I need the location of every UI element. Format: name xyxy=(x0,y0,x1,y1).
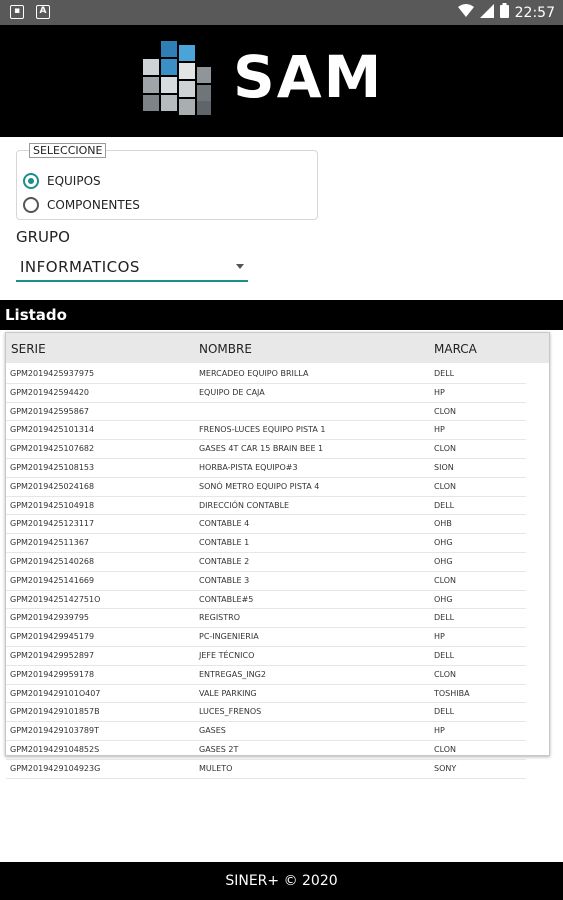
table-row[interactable] xyxy=(6,421,526,440)
table-row[interactable] xyxy=(6,478,526,497)
cell-nombre: LUCES_FRENOS xyxy=(199,707,262,717)
cell-marca: DELL xyxy=(434,650,455,660)
table-row[interactable] xyxy=(6,666,526,685)
table-body xyxy=(6,365,526,779)
table-row[interactable] xyxy=(6,591,526,610)
grupo-label: GRUPO xyxy=(16,228,70,246)
table-row[interactable] xyxy=(6,497,526,516)
cell-nombre: CONTABLE 4 xyxy=(199,519,250,529)
table-row[interactable] xyxy=(6,628,526,647)
cell-nombre: CONTABLE 1 xyxy=(199,538,250,548)
radio-label-componentes: COMPONENTES xyxy=(47,198,140,212)
cell-marca: TOSHIBA xyxy=(434,688,470,698)
cell-marca: CLON xyxy=(434,406,457,416)
cell-serie: GPM2019425140268 xyxy=(10,556,95,566)
cell-nombre: GASES 4T CAR 15 BRAIN BEE 1 xyxy=(199,444,324,454)
cell-nombre: ENTREGAS_ING2 xyxy=(199,669,266,679)
cell-serie: GPM2019425107682 xyxy=(10,444,95,454)
cell-marca: DELL xyxy=(434,613,455,623)
cell-serie: GPM2019429103789T xyxy=(10,726,99,736)
table-row[interactable] xyxy=(6,459,526,478)
cell-marca: DELL xyxy=(434,707,455,717)
cell-serie: GPM2019429104923G xyxy=(10,763,101,773)
cell-serie: GPM2019425142751O xyxy=(10,594,101,604)
table-row[interactable] xyxy=(6,440,526,459)
cell-nombre: GASES 2T xyxy=(199,744,239,754)
cell-serie: GPM2019429945179 xyxy=(10,632,95,642)
column-header-serie: SERIE xyxy=(11,342,46,356)
cell-nombre: CONTABLE 2 xyxy=(199,556,250,566)
cell-marca: CLON xyxy=(434,669,457,679)
table-row[interactable] xyxy=(6,741,526,760)
cell-nombre: EQUIPO DE CAJA xyxy=(199,387,265,397)
cell-serie: GPM201942511367 xyxy=(10,538,90,548)
signal-icon xyxy=(480,4,494,22)
table-row[interactable] xyxy=(6,572,526,591)
cell-serie: GPM201942595867 xyxy=(10,406,90,416)
cell-marca: CLON xyxy=(434,575,457,585)
table-row[interactable] xyxy=(6,403,526,422)
notification-icon: ▪ xyxy=(10,5,24,19)
listado-title: Listado xyxy=(5,306,67,324)
grupo-dropdown-value: INFORMATICOS xyxy=(20,258,140,276)
column-header-marca: MARCA xyxy=(434,342,477,356)
radio-label-equipos: EQUIPOS xyxy=(47,174,101,188)
cell-serie: GPM2019425108153 xyxy=(10,462,95,472)
grupo-dropdown[interactable] xyxy=(16,252,248,282)
cell-marca: HP xyxy=(434,726,445,736)
footer: SINER+ © 2020 xyxy=(0,862,563,900)
cell-nombre: REGISTRO xyxy=(199,613,240,623)
equipment-table[interactable] xyxy=(5,332,550,773)
cell-nombre: SONÓ METRO EQUIPO PISTA 4 xyxy=(199,481,320,491)
cell-nombre: PC-INGENIERIA xyxy=(199,632,259,642)
table-row[interactable] xyxy=(6,534,526,553)
cell-marca: CLON xyxy=(434,481,457,491)
dropdown-caret-icon xyxy=(236,264,244,269)
cell-nombre: FRENOS-LUCES EQUIPO PISTA 1 xyxy=(199,425,326,435)
cell-serie: GPM2019425123117 xyxy=(10,519,95,529)
cell-nombre: VALE PARKING xyxy=(199,688,257,698)
table-header xyxy=(6,333,549,363)
cell-serie: GPM2019429959178 xyxy=(10,669,95,679)
cell-serie: GPM2019425101314 xyxy=(10,425,95,435)
cell-serie: GPM2019429101857B xyxy=(10,707,100,717)
cell-serie: GPM2019429101O407 xyxy=(10,688,101,698)
battery-icon xyxy=(500,3,509,22)
cell-serie: GPM2019425024168 xyxy=(10,481,95,491)
table-row[interactable] xyxy=(6,515,526,534)
cell-marca: HP xyxy=(434,387,445,397)
cell-nombre: HORBA-PISTA EQUIPO#3 xyxy=(199,462,298,472)
column-header-nombre: NOMBRE xyxy=(199,342,252,356)
cell-serie: GPM201942939795 xyxy=(10,613,90,623)
cell-marca: OHG xyxy=(434,556,453,566)
cell-marca: HP xyxy=(434,425,445,435)
table-row[interactable] xyxy=(6,384,526,403)
cell-nombre: MULETO xyxy=(199,763,233,773)
app-header xyxy=(0,25,563,137)
cell-marca: CLON xyxy=(434,744,457,754)
cell-serie: GPM2019425104918 xyxy=(10,500,95,510)
radio-button-componentes[interactable] xyxy=(23,197,39,213)
cell-serie: GPM201942594420 xyxy=(10,387,90,397)
cell-marca: DELL xyxy=(434,500,455,510)
table-row[interactable] xyxy=(6,685,526,704)
table-row[interactable] xyxy=(6,722,526,741)
table-row[interactable] xyxy=(6,609,526,628)
cell-nombre: JEFE TÉCNICO xyxy=(199,650,255,660)
app-notification-icon: A xyxy=(36,5,50,19)
table-row[interactable] xyxy=(6,760,526,779)
app-logo-text: SAM xyxy=(233,43,384,111)
cell-marca: SION xyxy=(434,462,454,472)
cube-logo-icon xyxy=(135,37,217,121)
radio-button-equipos[interactable] xyxy=(23,173,39,189)
cell-marca: CLON xyxy=(434,444,457,454)
cell-serie: GPM2019425937975 xyxy=(10,369,95,378)
cell-nombre: CONTABLE 3 xyxy=(199,575,250,585)
cell-marca: SONY xyxy=(434,763,457,773)
status-time: 22:57 xyxy=(514,4,555,21)
selection-legend: SELECCIONE xyxy=(29,143,106,158)
radio-option-equipos[interactable] xyxy=(23,173,101,189)
cell-nombre: DIRECCIÓN CONTABLE xyxy=(199,500,290,510)
table-row[interactable] xyxy=(6,647,526,666)
cell-marca: OHB xyxy=(434,519,452,529)
cell-nombre: MERCADEO EQUIPO BRILLA xyxy=(199,369,309,378)
table-row[interactable] xyxy=(6,365,526,384)
cell-serie: GPM2019429104852S xyxy=(10,744,100,754)
cell-marca: HP xyxy=(434,632,445,642)
selection-group xyxy=(16,144,318,220)
wifi-icon xyxy=(458,4,474,22)
cell-marca: OHG xyxy=(434,594,453,604)
cell-marca: OHG xyxy=(434,538,453,548)
table-row[interactable] xyxy=(6,553,526,572)
cell-nombre: CONTABLE#5 xyxy=(199,594,254,604)
cell-marca: DELL xyxy=(434,369,455,378)
cell-serie: GPM2019429952897 xyxy=(10,650,95,660)
listado-header xyxy=(0,300,563,330)
status-bar xyxy=(0,0,563,25)
radio-option-componentes[interactable] xyxy=(23,197,140,213)
cell-serie: GPM2019425141669 xyxy=(10,575,95,585)
cell-nombre: GASES xyxy=(199,726,226,736)
table-row[interactable] xyxy=(6,703,526,722)
